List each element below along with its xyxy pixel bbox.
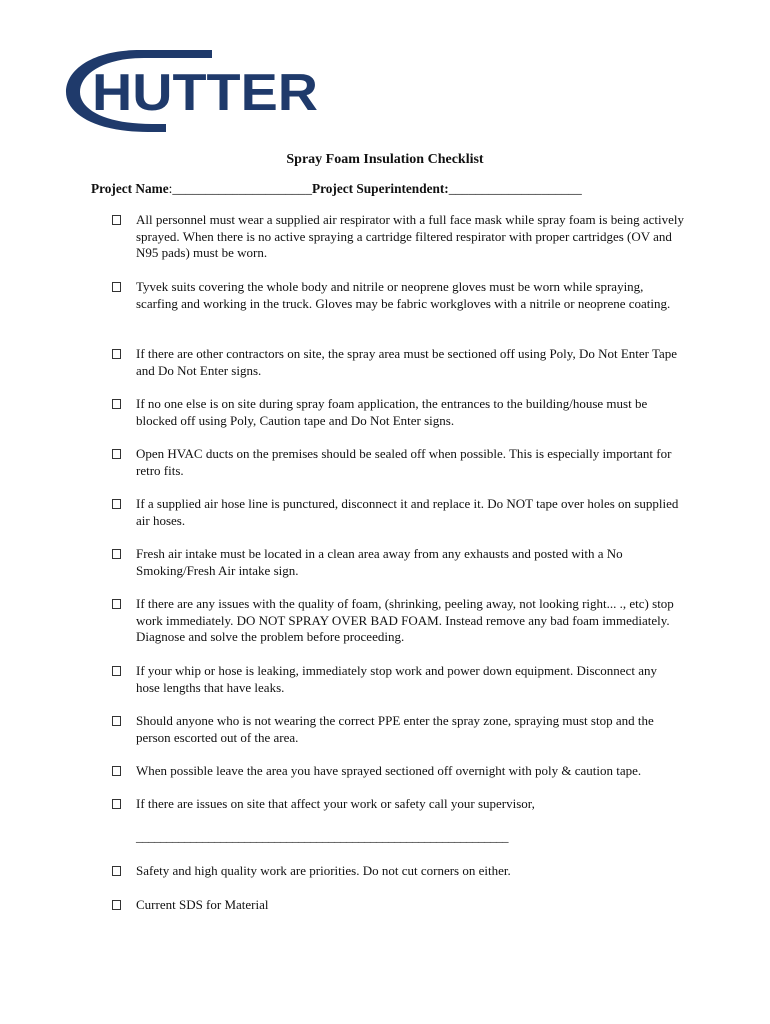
checkbox[interactable] — [112, 215, 121, 225]
checkbox[interactable] — [112, 349, 121, 359]
checklist-item-text: Safety and high quality work are priorities. Do not cut corners on either. — [136, 863, 511, 878]
checkbox[interactable] — [112, 716, 121, 726]
checkbox[interactable] — [112, 399, 121, 409]
checklist-item-text: Fresh air intake must be located in a clean area away from any exhausts and posted with a No Smoking/Fresh Air intake sign. — [136, 546, 623, 578]
checklist-item-text: All personnel must wear a supplied air respirator with a full face mask while spray foam is being actively sprayed. When there is no active spraying a cartridge filtered respirator with proper cartridges (OV and N95 pads) must be worn. — [136, 212, 684, 261]
document-title: Spray Foam Insulation Checklist — [286, 152, 484, 167]
checkbox[interactable] — [112, 449, 121, 459]
checkbox[interactable] — [112, 766, 121, 776]
checklist-item-text: If there are issues on site that affect your work or safety call your supervisor, — [136, 796, 535, 811]
hutter-logo — [62, 44, 324, 136]
logo-wordmark: HUTTER — [92, 64, 318, 122]
checkbox[interactable] — [112, 666, 121, 676]
project-name-field[interactable]: :_____________________ — [168, 181, 312, 196]
checklist-item-text: If there are any issues with the quality of foam, (shrinking, peeling away, not looking right... ., etc) stop work immediately. DO NOT SPRAY OVER BAD FOAM. Instead remove any bad foam immediately. Diagnose and solve the problem before proceeding. — [136, 596, 674, 645]
checkbox[interactable] — [112, 499, 121, 509]
checklist-item-text: Open HVAC ducts on the premises should be sealed off when possible. This is especially important for retro fits. — [136, 446, 672, 478]
checklist-item-text: If your whip or hose is leaking, immediately stop work and power down equipment. Disconnect any hose lengths that have leaks. — [136, 663, 657, 695]
checklist-item-text: If a supplied air hose line is punctured, disconnect it and replace it. Do NOT tape over holes on supplied air hoses. — [136, 496, 679, 528]
checkbox[interactable] — [112, 599, 121, 609]
checkbox[interactable] — [112, 866, 121, 876]
checkbox[interactable] — [112, 900, 121, 910]
checkbox[interactable] — [112, 549, 121, 559]
checkbox[interactable] — [112, 282, 121, 292]
project-info-line — [91, 181, 582, 197]
checklist-item-text: Tyvek suits covering the whole body and nitrile or neoprene gloves must be worn while spraying, scarfing and working in the truck. Gloves may be fabric workgloves with a nitrile or neoprene coating. — [136, 279, 671, 311]
superintendent-label: Project Superintendent: — [311, 181, 449, 196]
checklist-item-text: Current SDS for Material — [136, 897, 269, 912]
superintendent-field[interactable]: ____________________ — [448, 181, 582, 196]
checklist-item-text: Should anyone who is not wearing the correct PPE enter the spray zone, spraying must stop and the person escorted out of the area. — [136, 713, 654, 745]
project-name-label: Project Name — [91, 181, 169, 196]
checklist-item-text: If there are other contractors on site, the spray area must be sectioned off using Poly, Do Not Enter Tape and Do Not Enter signs. — [136, 346, 678, 378]
supervisor-contact-field[interactable]: ______________________________________________________________ — [136, 829, 508, 844]
checklist-item-text: If no one else is on site during spray foam application, the entrances to the building/house must be blocked off using Poly, Caution tape and Do Not Enter signs. — [136, 396, 648, 428]
checkbox[interactable] — [112, 799, 121, 809]
checklist-item-text: When possible leave the area you have sprayed sectioned off overnight with poly & caution tape. — [136, 763, 642, 778]
